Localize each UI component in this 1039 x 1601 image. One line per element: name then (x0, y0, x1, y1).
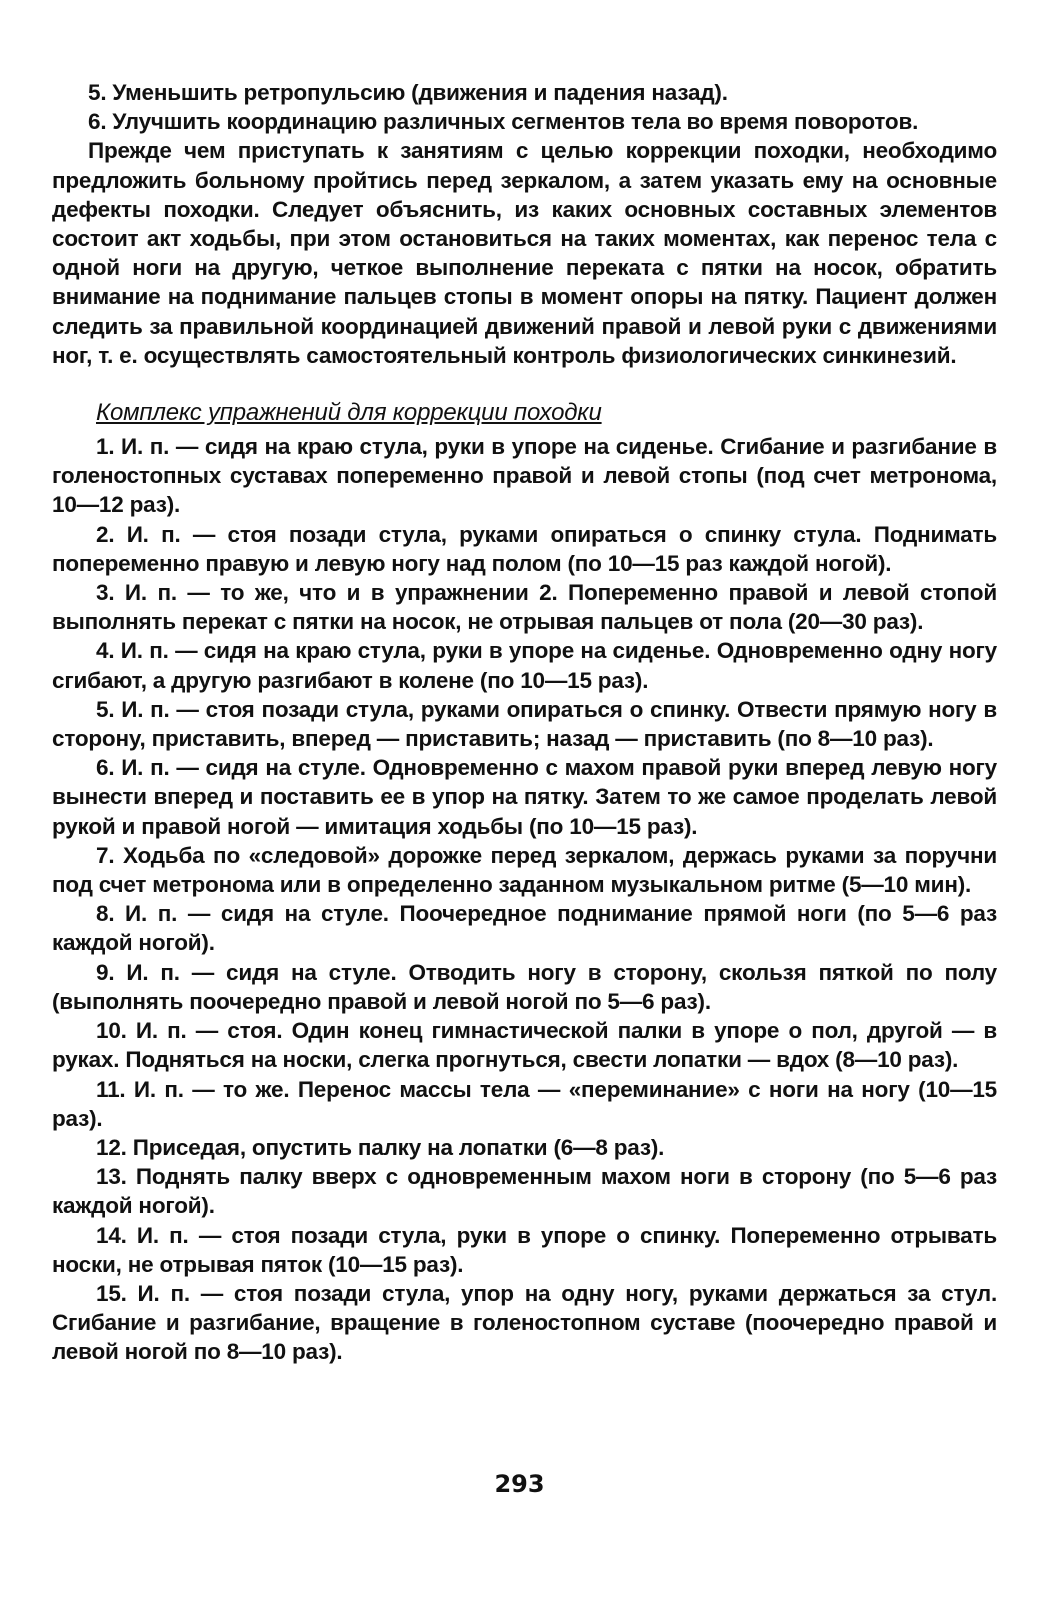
exercise-item: 5. И. п. — стоя позади стула, руками опираться о спинку. Отвести прямую ногу в сторону, приставить, вперед — приставить; назад — приставить (по 8—10 раз). (52, 696, 997, 752)
exercise-item: 12. Приседая, опустить палку на лопатки (6—8 раз). (96, 1134, 665, 1160)
intro-item-5: 5. Уменьшить ретропульсию (движения и падения назад). (88, 80, 728, 105)
exercise-item: 2. И. п. — стоя позади стула, руками опираться о спинку стула. Поднимать попеременно правую и левую ногу над полом (по 10—15 раз каждой ногой). (52, 521, 997, 576)
exercise-item: 8. И. п. — сидя на стуле. Поочередное поднимание прямой ноги (по 5—6 раз каждой ногой). (52, 901, 997, 956)
exercise-item: 10. И. п. — стоя. Один конец гимнастической палки в упоре о пол, другой — в руках. Подняться на носки, слегка прогнуться, свести лопатки — вдох (8—10 раз). (52, 1018, 997, 1073)
exercise-item: 3. И. п. — то же, что и в упражнении 2. Попеременно правой и левой стопой выполнять перекат с пятки на носок, не отрывая пальцев от пола (20—30 раз). (52, 580, 997, 635)
page-body (52, 78, 997, 1367)
exercise-item: 4. И. п. — сидя на краю стула, руки в упоре на сиденье. Одновременно одну ногу сгибают, а другую разгибают в колене (по 10—15 раз). (52, 638, 997, 693)
section-heading: Комплекс упражнений для коррекции походки (96, 399, 602, 427)
page-number: 293 (494, 1470, 545, 1498)
exercise-item: 9. И. п. — сидя на стуле. Отводить ногу в сторону, скользя пяткой по полу (выполнять поочередно правой и левой ногой по 5—6 раз). (52, 959, 997, 1014)
exercise-item: 6. И. п. — сидя на стуле. Одновременно с махом правой руки вперед левую ногу вынести вперед и поставить ее в упор на пятку. Затем то же самое проделать левой рукой и правой ногой — имитация ходьбы (по 10—15 раз). (52, 755, 997, 839)
exercise-item: 15. И. п. — стоя позади стула, упор на одну ногу, руками держаться за стул. Сгибание и разгибание, вращение в голеностопном суставе (поочередно правой и левой ногой по 8—10 раз). (52, 1280, 997, 1365)
intro-paragraph: Прежде чем приступать к занятиям с целью коррекции походки, необходимо предложить больному пройтись перед зеркалом, а затем указать ему на основные дефекты походки. Следует объяснить, из каких основных составных элементов состоит акт ходьбы, при этом остановиться на таких моментах, как перенос тела с одной ноги на другую, четкое выполнение переката с пятки на носок, обратить внимание на поднимание пальцев стопы в момент опоры на пятку. Пациент должен следить за правильной координацией движений правой и левой руки с движениями ног, т. е. осуществлять самостоятельный контроль физиологических синкинезий. (52, 138, 997, 368)
exercise-item: 13. Поднять палку вверх с одновременным махом ноги в сторону (по 5—6 раз каждой ногой). (52, 1164, 997, 1219)
exercise-item: 7. Ходьба по «следовой» дорожке перед зеркалом, держась руками за поручни под счет метронома или в определенно заданном музыкальном ритме (5—10 мин). (52, 842, 997, 898)
exercise-item: 1. И. п. — сидя на краю стула, руки в упоре на сиденье. Сгибание и разгибание в голеностопных суставах попеременно правой и левой стопы (под счет метронома, 10—12 раз). (52, 434, 997, 518)
intro-item-6: 6. Улучшить координацию различных сегментов тела во время поворотов. (88, 109, 919, 135)
exercise-item: 11. И. п. — то же. Перенос массы тела — «переминание» с ноги на ногу (10—15 раз). (52, 1076, 997, 1131)
exercise-item: 14. И. п. — стоя позади стула, руки в упоре о спинку. Попеременно отрывать носки, не отрывая пяток (10—15 раз). (52, 1222, 997, 1277)
